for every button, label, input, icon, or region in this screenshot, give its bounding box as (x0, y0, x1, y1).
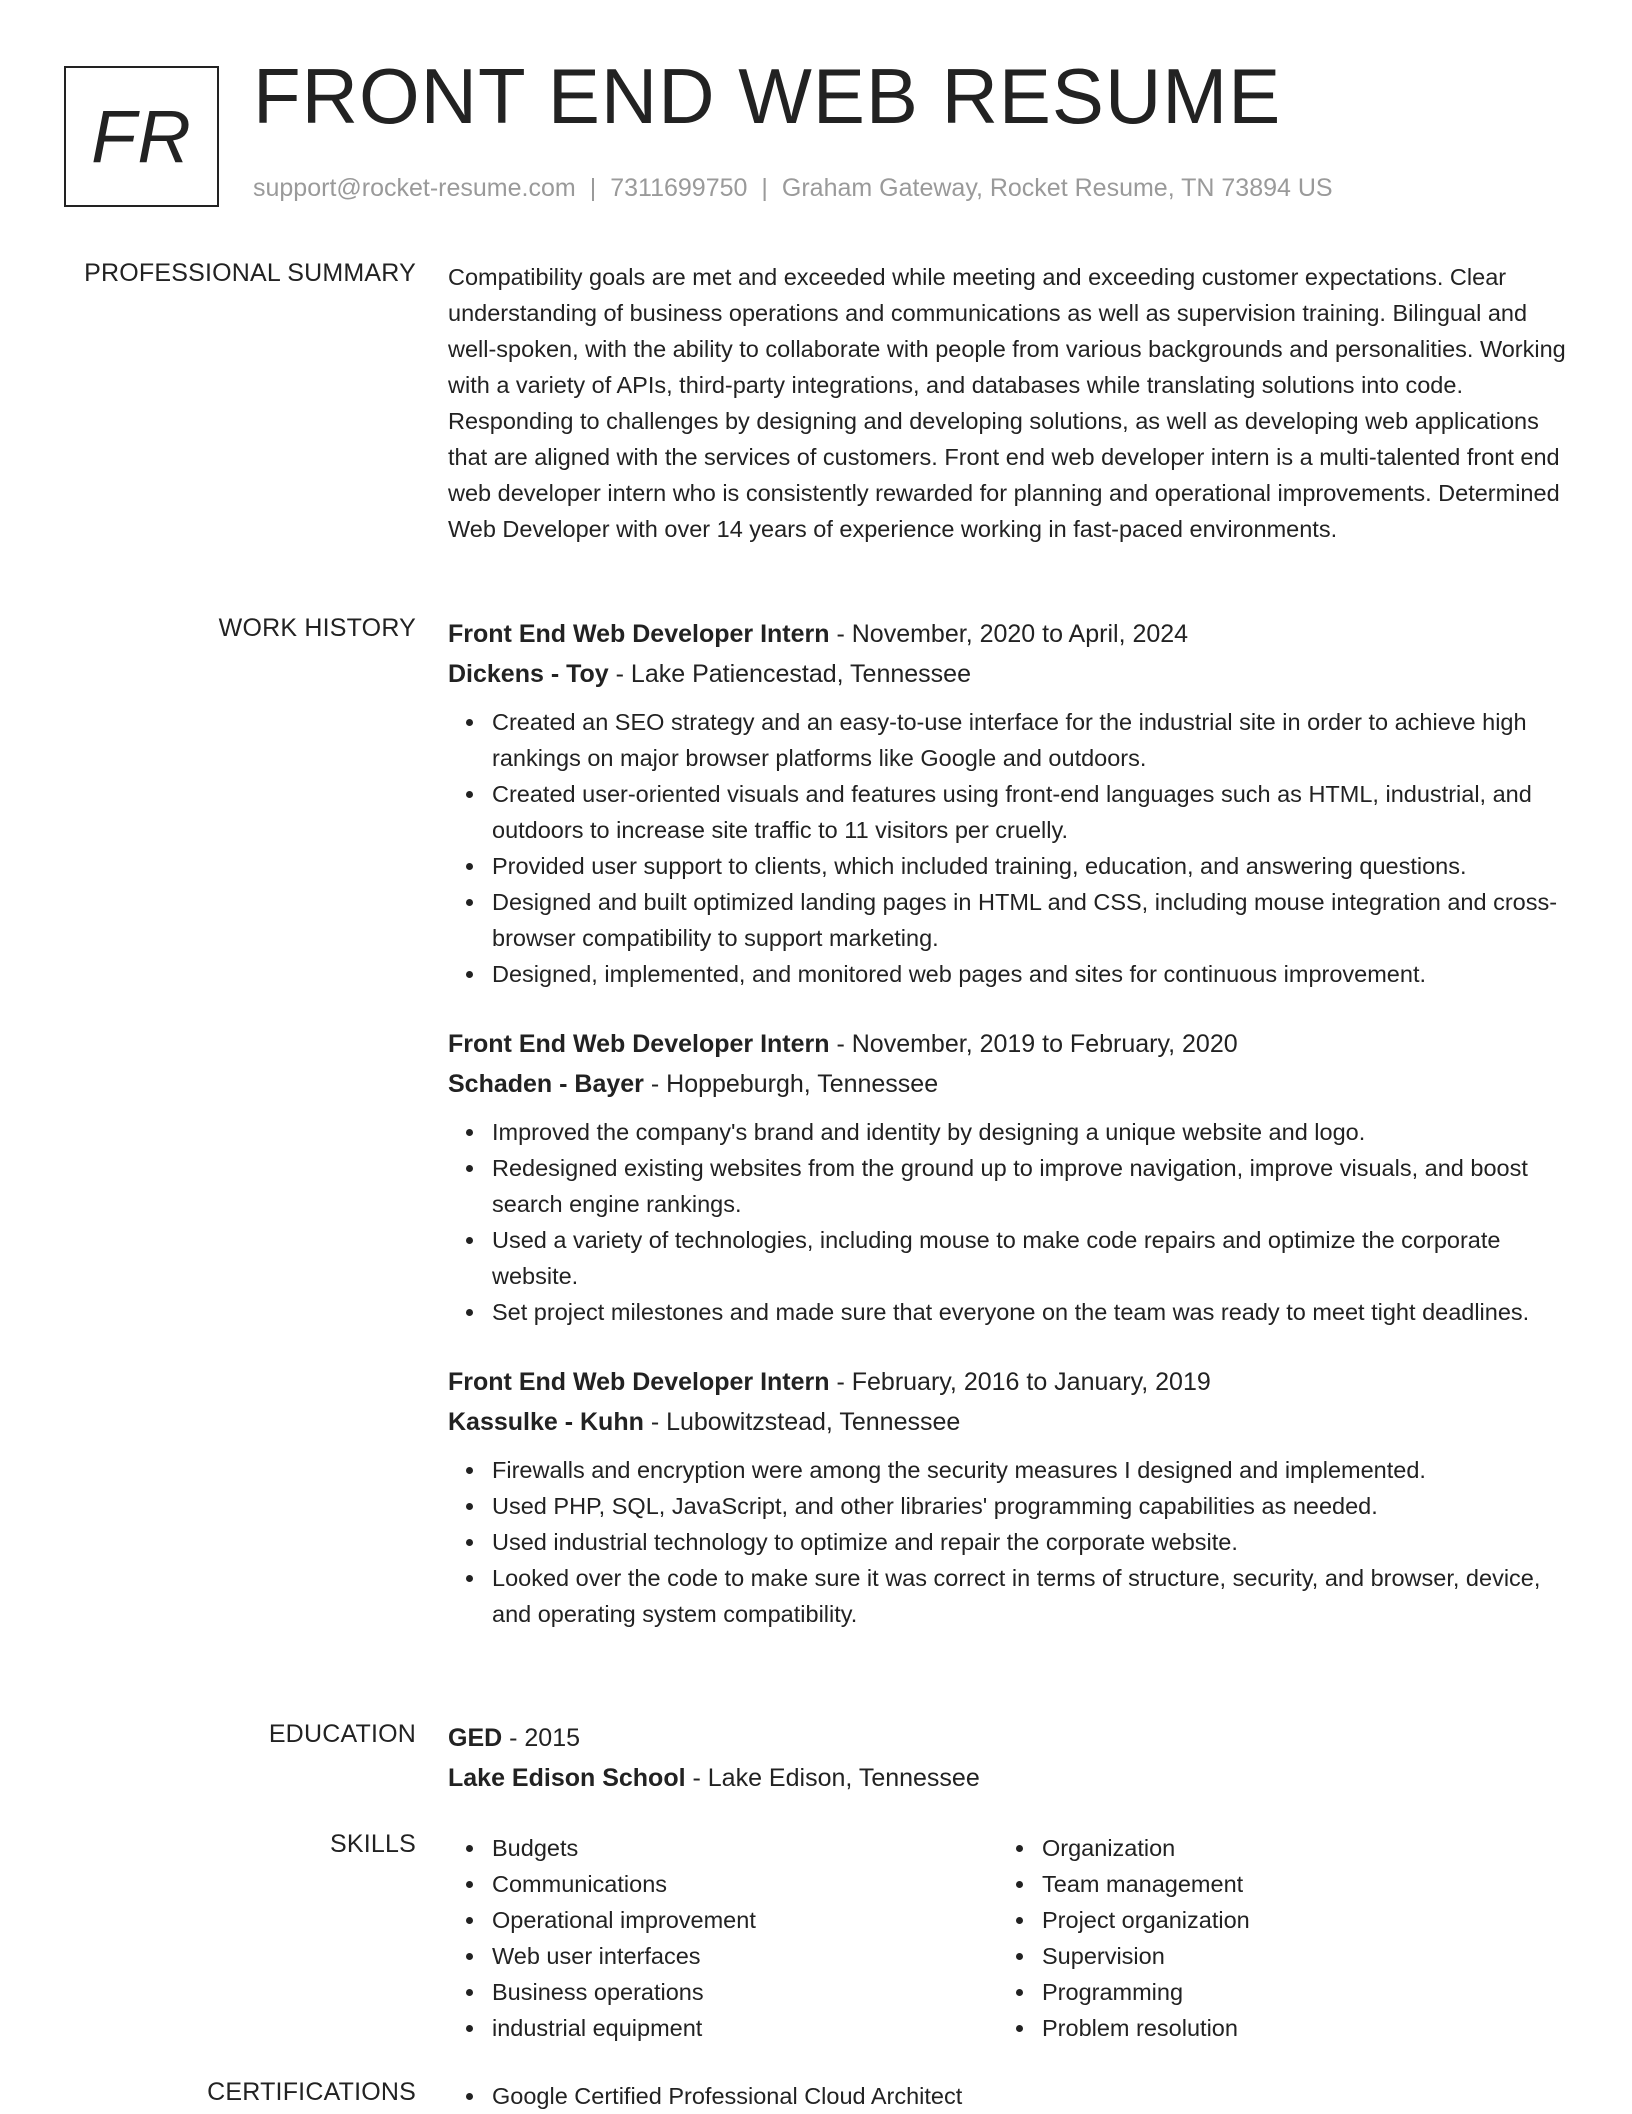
job-location: - Lake Patiencestad, Tennessee (608, 660, 971, 688)
skill-item: industrial equipment (492, 2010, 998, 2046)
skills-list-left (448, 1830, 998, 2046)
contact-email: support@rocket-resume.com (253, 174, 576, 202)
job-bullet: Improved the company's brand and identity by designing a unique website and logo. (492, 1114, 1570, 1150)
education-heading: EDUCATION (268, 1720, 416, 1748)
contact-separator: | (761, 174, 768, 202)
job-company: Schaden - Bayer (448, 1070, 644, 1098)
skills-list-right (998, 1830, 1548, 2046)
job-bullet: Designed and built optimized landing pages in HTML and CSS, including mouse integration and cross-browser compatibility to support marketing. (492, 884, 1570, 956)
skill-item: Business operations (492, 1974, 998, 2010)
job-bullet: Provided user support to clients, which included training, education, and answering questions. (492, 848, 1570, 884)
certification-item: Google Certified Professional Cloud Architect (492, 2078, 1570, 2114)
contact-line (253, 174, 1333, 203)
job-company-line (448, 1402, 1570, 1442)
job-title-line (448, 1024, 1570, 1064)
education-location: - Lake Edison, Tennessee (685, 1764, 980, 1792)
skill-item: Project organization (1042, 1902, 1548, 1938)
job-bullets (448, 1452, 1570, 1632)
monogram-initials: FR (91, 95, 192, 178)
job-title: Front End Web Developer Intern (448, 1368, 830, 1396)
job-entry (448, 614, 1570, 992)
job-dates: - February, 2016 to January, 2019 (829, 1368, 1211, 1396)
resume-title: FRONT END WEB RESUME (253, 52, 1282, 140)
skill-item: Team management (1042, 1866, 1548, 1902)
certifications-list (448, 2078, 1570, 2114)
contact-address: Graham Gateway, Rocket Resume, TN 73894 US (781, 174, 1333, 202)
job-bullet: Looked over the code to make sure it was correct in terms of structure, security, and browser, device, and operating system compatibility. (492, 1560, 1570, 1632)
job-company: Kassulke - Kuhn (448, 1408, 644, 1436)
skills-body (448, 1830, 1570, 2046)
job-title-line (448, 614, 1570, 654)
job-dates: - November, 2019 to February, 2020 (829, 1030, 1238, 1058)
job-bullet: Firewalls and encryption were among the security measures I designed and implemented. (492, 1452, 1570, 1488)
skill-item: Budgets (492, 1830, 998, 1866)
skill-item: Organization (1042, 1830, 1548, 1866)
monogram-box (64, 66, 219, 207)
education-body (448, 1718, 1570, 1798)
contact-separator: | (589, 174, 597, 202)
job-entry (448, 1024, 1570, 1330)
summary-text: Compatibility goals are met and exceeded while meeting and exceeding customer expectations. Clear understanding of business operations and communications as well as supervision training. Bilingual and well-spoken, with the ability to collaborate with people from various backgrounds and personalities. Working with a variety of APIs, third-party integrations, and databases while translating solutions into code. Responding to challenges by designing and developing solutions, as well as developing web applications that are aligned with the services of customers. Front end web developer intern is a multi-talented front end web developer intern who is consistently rewarded for planning and operational improvements. Determined Web Developer with over 14 years of experience working in fast-paced environments. (448, 264, 1566, 542)
job-bullets (448, 1114, 1570, 1330)
summary-heading: PROFESSIONAL SUMMARY (84, 259, 416, 287)
job-title: Front End Web Developer Intern (448, 620, 830, 648)
skill-item: Supervision (1042, 1938, 1548, 1974)
skill-item: Operational improvement (492, 1902, 998, 1938)
job-location: - Lubowitzstead, Tennessee (643, 1408, 961, 1436)
job-bullets (448, 704, 1570, 992)
job-bullet: Used PHP, SQL, JavaScript, and other libraries' programming capabilities as needed. (492, 1488, 1570, 1524)
job-dates: - November, 2020 to April, 2024 (829, 620, 1189, 648)
education-school-line (448, 1758, 1570, 1798)
job-entry (448, 1362, 1570, 1632)
work-history-body (448, 614, 1570, 1664)
job-bullet: Set project milestones and made sure that everyone on the team was ready to meet tight deadlines. (492, 1294, 1570, 1330)
job-company-line (448, 1064, 1570, 1104)
job-location: - Hoppeburgh, Tennessee (643, 1070, 939, 1098)
job-bullet: Used a variety of technologies, including mouse to make code repairs and optimize the corporate website. (492, 1222, 1570, 1294)
education-year: - 2015 (502, 1724, 581, 1752)
summary-body (448, 259, 1570, 547)
job-company: Dickens - Toy (448, 660, 609, 688)
work-history-heading: WORK HISTORY (218, 614, 416, 642)
job-title: Front End Web Developer Intern (448, 1030, 830, 1058)
job-bullet: Created user-oriented visuals and features using front-end languages such as HTML, industrial, and outdoors to increase site traffic to 11 visitors per cruelly. (492, 776, 1570, 848)
contact-phone: 7311699750 (610, 174, 748, 202)
skills-grid (448, 1830, 1570, 2046)
skill-item: Web user interfaces (492, 1938, 998, 1974)
job-title-line (448, 1362, 1570, 1402)
job-bullet: Created an SEO strategy and an easy-to-use interface for the industrial site in order to achieve high rankings on major browser platforms like Google and outdoors. (492, 704, 1570, 776)
education-school: Lake Edison School (448, 1764, 686, 1792)
education-degree-line (448, 1718, 1570, 1758)
skill-item: Programming (1042, 1974, 1548, 2010)
job-bullet: Used industrial technology to optimize and repair the corporate website. (492, 1524, 1570, 1560)
skill-item: Problem resolution (1042, 2010, 1548, 2046)
job-bullet: Redesigned existing websites from the ground up to improve navigation, improve visuals, and boost search engine rankings. (492, 1150, 1570, 1222)
job-company-line (448, 654, 1570, 694)
certifications-body (448, 2078, 1570, 2114)
job-bullet: Designed, implemented, and monitored web pages and sites for continuous improvement. (492, 956, 1570, 992)
education-degree: GED (448, 1724, 503, 1752)
skill-item: Communications (492, 1866, 998, 1902)
certifications-heading: CERTIFICATIONS (207, 2078, 416, 2106)
skills-heading: SKILLS (330, 1830, 416, 1858)
